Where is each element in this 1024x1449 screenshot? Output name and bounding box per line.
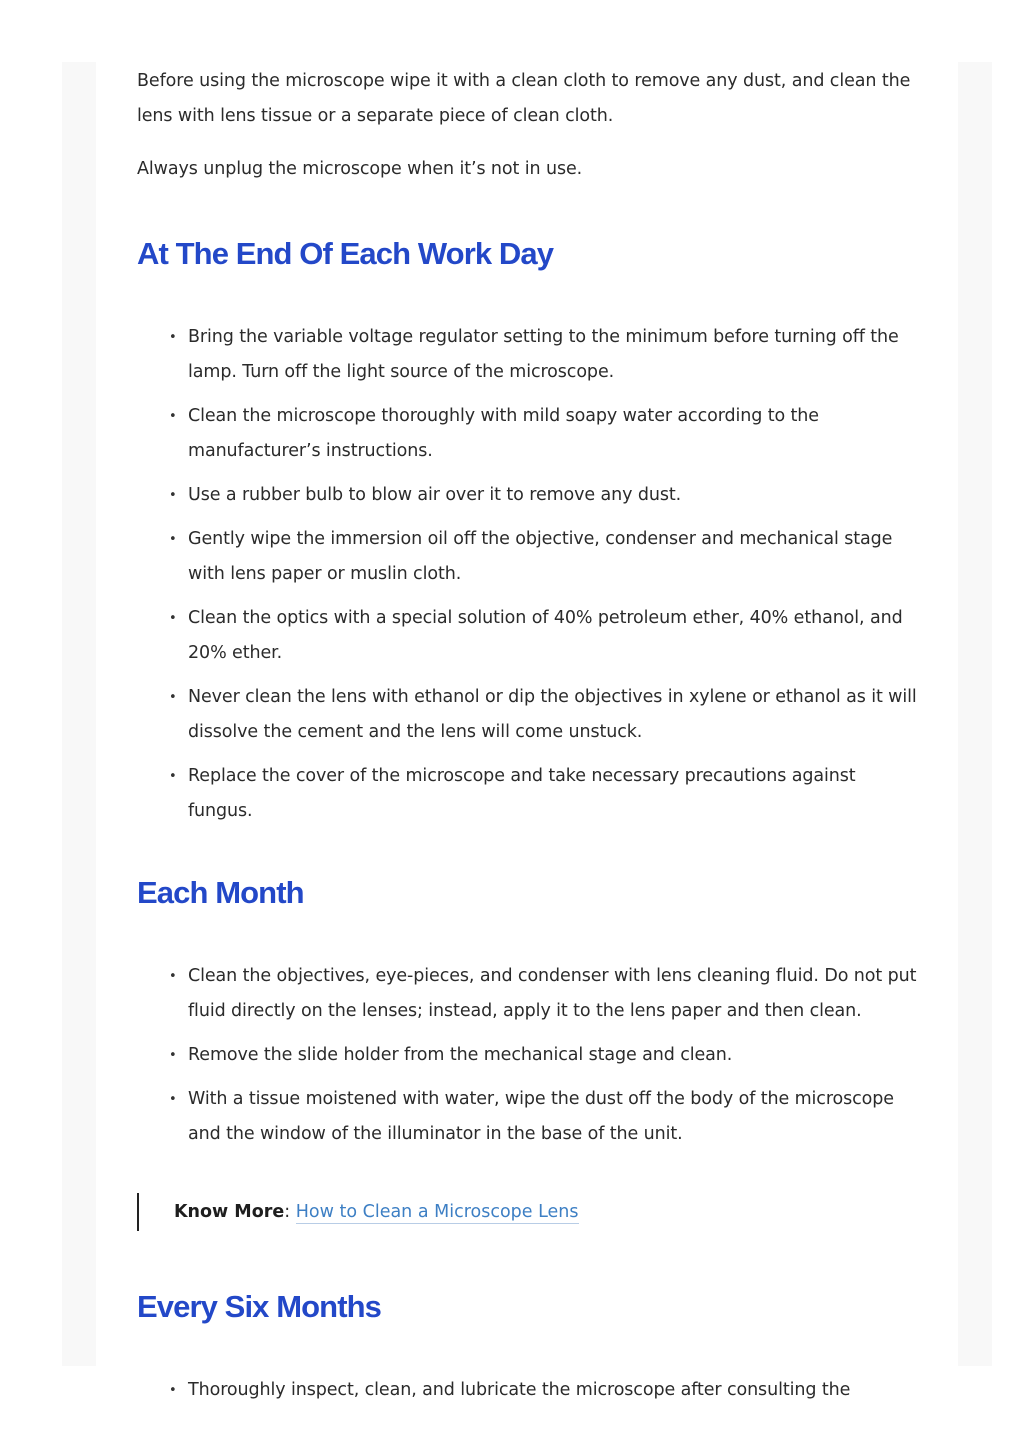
bullet-icon: • [169, 409, 177, 424]
section-heading-end-of-day: At The End Of Each Work Day [137, 236, 554, 271]
list-item [169, 759, 919, 829]
list-item-text: Bring the variable voltage regulator setting to the minimum before turning off the lamp. Turn off the light source of the microscope. [188, 327, 899, 382]
intro-paragraph: Always unplug the microscope when it’s not in use. [137, 159, 583, 179]
left-margin-band [62, 62, 96, 1366]
clean-lens-link[interactable]: How to Clean a Microscope Lens [295, 1202, 579, 1222]
list-item [169, 1038, 919, 1073]
right-margin-band [958, 62, 992, 1366]
list-item-text: Clean the optics with a special solution of 40% petroleum ether, 40% ethanol, and 20% ether. [188, 608, 903, 663]
list-item-text: Clean the objectives, eye-pieces, and condenser with lens cleaning fluid. Do not put fluid directly on the lenses; instead, apply it to the lens paper and then clean. [188, 966, 917, 1021]
list-item [169, 320, 919, 390]
bullet-icon: • [169, 1048, 177, 1063]
each-month-list [137, 959, 919, 1152]
blockquote-bar [137, 1193, 139, 1231]
intro-paragraph: Before using the microscope wipe it with a clean cloth to remove any dust, and clean the lens with lens tissue or a separate piece of clean cloth. [137, 71, 911, 126]
section-heading-each-month: Each Month [137, 875, 304, 910]
list-item [169, 399, 919, 469]
article-content [137, 64, 919, 1417]
bullet-icon: • [169, 611, 177, 626]
know-more-label: Know More [174, 1202, 285, 1222]
list-item [169, 680, 919, 750]
list-item-text: With a tissue moistened with water, wipe the dust off the body of the microscope and the window of the illuminator in the base of the unit. [188, 1089, 894, 1144]
list-item-text: Thoroughly inspect, clean, and lubricate the microscope after consulting the [188, 1380, 851, 1400]
bullet-icon: • [169, 488, 177, 503]
bullet-icon: • [169, 690, 177, 705]
list-item-text: Replace the cover of the microscope and take necessary precautions against fungus. [188, 766, 856, 821]
list-item-text: Gently wipe the immersion oil off the objective, condenser and mechanical stage with lens paper or muslin cloth. [188, 529, 893, 584]
list-item-text: Use a rubber bulb to blow air over it to remove any dust. [188, 485, 682, 505]
list-item [169, 1082, 919, 1152]
six-months-list [137, 1373, 919, 1408]
bullet-icon: • [169, 1092, 177, 1107]
bullet-icon: • [169, 969, 177, 984]
list-item [169, 478, 919, 513]
list-item [169, 601, 919, 671]
bullet-icon: • [169, 769, 177, 784]
bullet-icon: • [169, 330, 177, 345]
list-item-text: Clean the microscope thoroughly with mild soapy water according to the manufacturer’s instructions. [188, 406, 819, 461]
list-item-text: Remove the slide holder from the mechanical stage and clean. [188, 1045, 733, 1065]
know-more-callout [137, 1193, 919, 1231]
end-of-day-list [137, 320, 919, 829]
list-item [169, 959, 919, 1029]
bullet-icon: • [169, 1383, 177, 1398]
section-heading-every-six-months: Every Six Months [137, 1289, 382, 1324]
know-more-separator: : [284, 1202, 291, 1222]
list-item-text: Never clean the lens with ethanol or dip the objectives in xylene or ethanol as it will dissolve the cement and the lens will come unstuck. [188, 687, 917, 742]
list-item [169, 1373, 919, 1408]
bullet-icon: • [169, 532, 177, 547]
list-item [169, 522, 919, 592]
